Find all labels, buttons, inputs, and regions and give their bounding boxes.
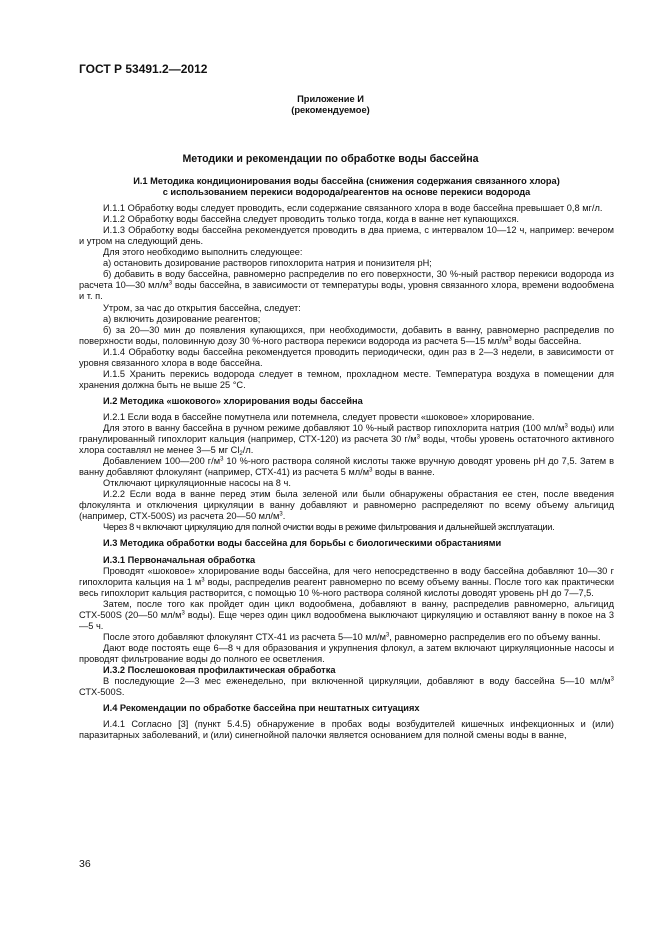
paragraph: После этого добавляют флокулянт СТХ-41 из расчета 5—10 $мл/м^3$, равномерно распределив его по объему ванны. <box>103 631 601 642</box>
list-item: б) за 20—30 мин до появления купающихся, при необходимости, добавить в ванну, равномерно распределив по поверхности воды, половинную дозу 30 %-ного раствора перекиси водорода из расчета 5—15 $мл/м^3$ воды бассейна. <box>79 324 614 346</box>
paragraph: И.2.2 Если вода в ванне перед этим была зеленой или были обнаружены обрастания ее стен, после введения флокулянта и отключения циркуляции в ванну добавляют и равномерно распределяют по всему объему альгицид (например, СТХ-500S) из расчета 20—50 $мл/м^3$. <box>79 489 614 522</box>
main-title: Методики и рекомендации по обработке воды бассейна <box>182 153 479 165</box>
paragraph: Дают воде постоять еще 6—8 ч для образования и укрупнения флокул, а затем включают циркуляционные насосы и проводят фильтрование воды до полного ее осветления. <box>79 642 614 664</box>
section-heading-4: И.4 Рекомендации по обработке бассейна при нештатных ситуациях <box>103 703 420 714</box>
paragraph: Проводят «шоковое» хлорирование воды бассейна, для чего непосредственно в воду бассейна добавляют 10—30 г гипохлорита кальция на 1 $м^3$ воды, распределив реагент равномерно по всему объему ванны. После того как практически весь гипохлорит кальция растворится, с помощью 10 %-ного раствора соляной кислоты доводят уровень pH до 7—7,5. <box>79 565 614 598</box>
paragraph: И.1.5 Хранить перекись водорода следует в темном, прохладном месте. Температура воздуха в помещении для хранения должна быть не выше 25 °С. <box>79 368 614 390</box>
list-item: а) остановить дозирование растворов гипохлорита натрия и понизителя pH; <box>103 258 432 269</box>
list-item: а) включить дозирование реагентов; <box>103 313 261 324</box>
list-item: б) добавить в воду бассейна, равномерно распределив по его поверхности, 30 %-ный раствор перекиси водорода из расчета 10—30 $мл/м^3$ воды бассейна, в зависимости от температуры воды, уровня связанного хлора, времени водообмена и т. п. <box>79 269 614 302</box>
paragraph: В последующие 2—3 мес еженедельно, при включенной циркуляции, добавляют в воду бассейна 5—10 $мл/м^3$ СТХ-500S. <box>79 676 614 698</box>
paragraph: И.1.4 Обработку воды бассейна рекомендуется проводить периодически, один раз в 2—3 недели, в зависимости от уровня связанного хлора в воде бассейна. <box>79 346 614 368</box>
section-heading-3: И.3 Методика обработки воды бассейна для борьбы с биологическими обрастаниями <box>103 538 502 549</box>
paragraph: И.4.1 Согласно [3] (пункт 5.4.5) обнаружение в пробах воды возбудителей кишечных инфекционных и (или) паразитарных заболеваний, и (или) синегнойной палочки является основанием для полной смены воды в ванне, <box>79 719 614 741</box>
appendix-title: Приложение И <box>297 94 364 104</box>
paragraph: Для этого необходимо выполнить следующее: <box>103 247 303 258</box>
section-heading-2: И.2 Методика «шокового» хлорирования воды бассейна <box>103 395 363 406</box>
paragraph: И.1.2 Обработку воды бассейна следует проводить только тогда, когда в ванне нет купающихся. <box>103 214 519 225</box>
paragraph: И.1.3 Обработку воды бассейна рекомендуется проводить в два приема, с интервалом 10—12 ч, например: вечером и утром на следующий день. <box>79 225 614 247</box>
appendix-heading <box>0 94 661 116</box>
paragraph: И.2.1 Если вода в бассейне помутнела или потемнела, следует провести «шоковое» хлорирование. <box>103 411 535 422</box>
subsection-heading-3-2: И.3.2 Послешоковая профилактическая обработка <box>103 664 336 675</box>
paragraph: Затем, после того как пройдет один цикл водообмена, добавляют в ванну, распределив равномерно, альгицид СТХ-500S (20—50 $мл/м^3$ воды). Еще через один цикл водообмена выключают циркуляцию и оставляют ванну в покое на 3—5 ч. <box>79 598 614 631</box>
paragraph: Добавлением 100—200 $г/м^3$ 10 %-ного раствора соляной кислоты также вручную доводят уровень pH до 7,5. Затем в ванну добавляют флокулянт (например, СТХ-41) из расчета 5 $мл/м^3$ воды в ванне. <box>79 456 614 478</box>
paragraph: Отключают циркуляционные насосы на 8 ч. <box>103 478 291 489</box>
appendix-note: (рекомендуемое) <box>291 105 370 115</box>
subsection-heading-3-1: И.3.1 Первоначальная обработка <box>103 554 256 565</box>
paragraph: Для этого в ванну бассейна в ручном режиме добавляют 10 %-ный раствор гипохлорита натрия (100 $мл/м^3$ воды) или гранулированный гипохлорит кальция (например, СТХ-120) из расчета 30 $г/м^3$ воды, чтобы уровень остаточного активного хлора составлял не менее 3—5 мг $Cl_2/л$. <box>79 422 615 458</box>
page-number: 36 <box>79 858 91 870</box>
section-heading-1-line-2: с использованием перекиси водорода/реагентов на основе перекиси водорода <box>162 187 531 198</box>
section-heading-1-line-1: И.1 Методика кондиционирования воды бассейна (снижения содержания связанного хлора) <box>133 176 560 186</box>
paragraph: И.1.1 Обработку воды следует проводить, если содержание связанного хлора в воде бассейна превышает 0,8 мг/л. <box>103 203 603 214</box>
document-body <box>79 176 614 741</box>
paragraph: Через 8 ч включают циркуляцию для полной очистки воды в режиме фильтрования и дальнейшей эксплуатации. <box>103 522 555 533</box>
standard-header: ГОСТ Р 53491.2—2012 <box>79 62 208 76</box>
paragraph: Утром, за час до открытия бассейна, следует: <box>103 302 301 313</box>
